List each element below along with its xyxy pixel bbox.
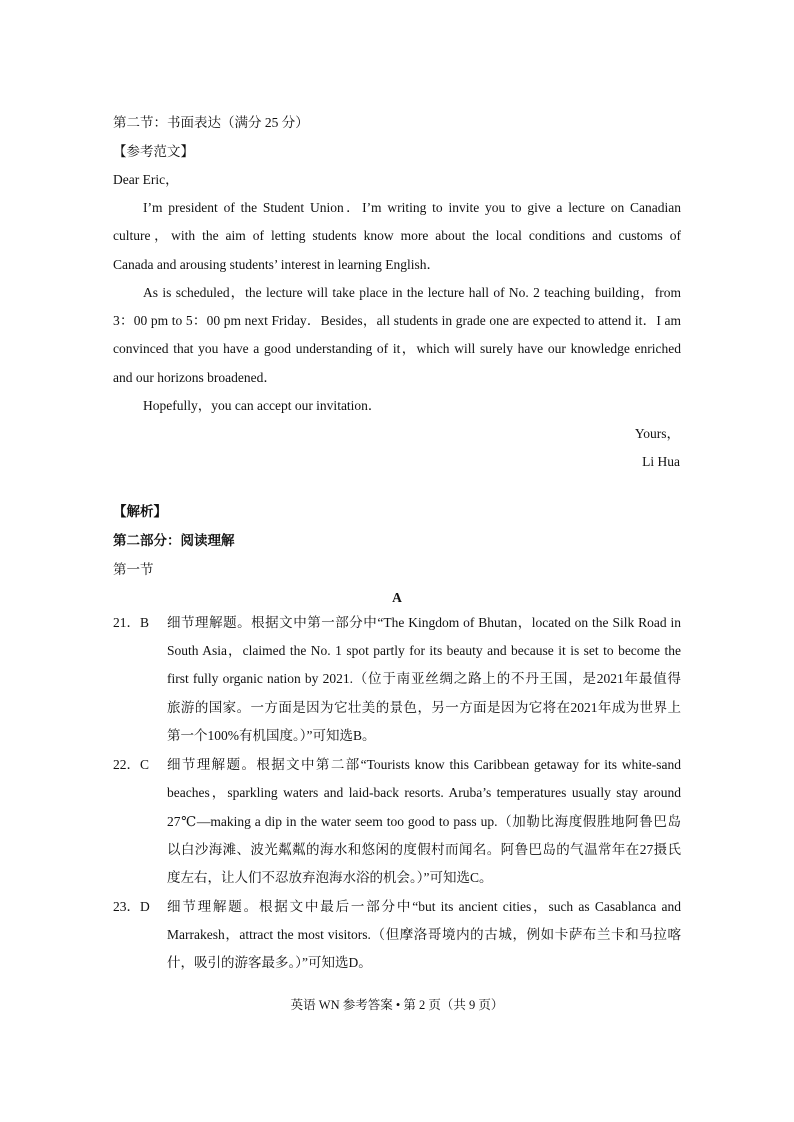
answer-line: first fully organic nation by 2021.（位于南亚丝绸之路上的不丹王国，是2021年最值得 [167,671,681,686]
section-subtitle: 第一节 [113,562,154,577]
letter-line: Canada and arousing students’ interest in learning English． [113,257,441,272]
letter-line: Hopefully，you can accept our invitation． [143,398,382,413]
letter-line: culture，with the aim of letting students know more about the local conditions and customs of [113,228,681,243]
model-essay-label: 【参考范文】 [113,144,194,159]
letter-greeting: Dear Eric， [113,172,179,187]
analysis-label: 【解析】 [113,504,167,519]
answer-number: 23．D [113,899,150,914]
answer-line: 细节理解题。根据文中第一部分中“The Kingdom of Bhutan，located on the Silk Road in [167,615,681,630]
answer-number: 22．C [113,757,150,772]
letter-line: 3：00 pm to 5：00 pm next Friday．Besides，all students in grade one are expected to attend it．I am [113,313,681,328]
answer-line: 以白沙海滩、波光粼粼的海水和悠闲的度假村而闻名。阿鲁巴岛的气温常年在27摄氏 [167,842,681,857]
answer-line: 27℃—making a dip in the water seem too good to pass up.（加勒比海度假胜地阿鲁巴岛 [167,814,681,829]
answer-line: 细节理解题。根据文中第二部“Tourists know this Caribbean getaway for its white-sand [167,757,681,772]
part-title: 第二部分：阅读理解 [113,533,235,548]
letter-line: As is scheduled，the lecture will take place in the lecture hall of No. 2 teaching building，from [143,285,681,300]
answer-line: 细节理解题。根据文中最后一部分中“but its ancient cities，such as Casablanca and [167,899,681,914]
answer-line: 旅游的国家。一方面是因为它壮美的景色，另一方面是因为它将在2021年成为世界上 [167,700,681,715]
page-footer: 英语 WN 参考答案 • 第 2 页（共 9 页） [290,998,504,1012]
answer-line: beaches，sparkling waters and laid-back resorts. Aruba’s temperatures usually stay around [167,785,681,800]
passage-label: A [392,590,402,605]
letter-line: I’m president of the Student Union．I’m writing to invite you to give a lecture on Canadian [143,200,681,215]
letter-closing: Yours， [634,426,680,441]
answer-line: 度左右，让人们不忍放弃泡海水浴的机会。）”可知选C。 [167,870,493,885]
letter-line: and our horizons broadened． [113,370,277,385]
answer-line: 第一个100%有机国度。）”可知选B。 [167,728,376,743]
answer-line: South Asia，claimed the No. 1 spot partly for its beauty and because it is set to become the [167,643,681,658]
answer-line: 什，吸引的游客最多。）”可知选D。 [167,955,372,970]
letter-signature: Li Hua [642,454,680,469]
letter-line: convinced that you have a good understanding of it，which will surely have our knowledge enriched [113,341,681,356]
answer-line: Marrakesh，attract the most visitors.（但摩洛哥境内的古城，例如卡萨布兰卡和马拉喀 [167,927,681,942]
section-title: 第二节：书面表达（满分 25 分） [113,115,309,130]
answer-number: 21．B [113,615,150,630]
